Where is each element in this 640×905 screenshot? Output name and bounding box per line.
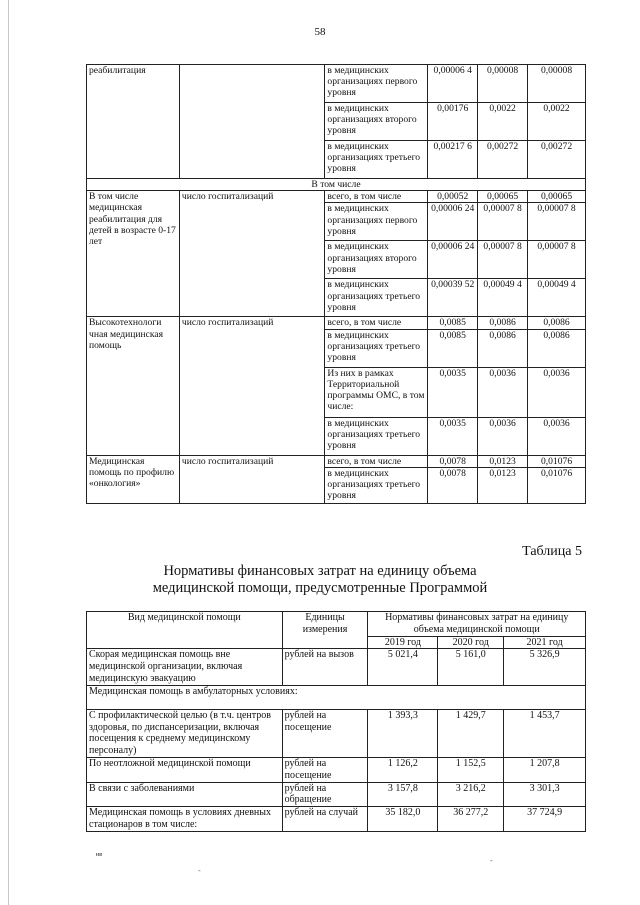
table-cell: число госпитализаций <box>179 317 325 455</box>
table-cell: 35 182,0 <box>368 807 438 832</box>
table-cell: 0,01076 <box>528 467 586 503</box>
table-cell: 0,00049 4 <box>528 279 586 317</box>
table-hospital-volumes <box>86 64 586 504</box>
table-cell: рублей на случай <box>282 807 368 832</box>
table-cell: В том числе медицинская реабилитация для детей в возрасте 0-17 лет <box>87 191 180 317</box>
table-cell: 5 326,9 <box>504 649 586 685</box>
table-cell: 0,00007 8 <box>478 241 528 279</box>
table-cell: Высокотехнологи чная медицинская помощь <box>87 317 180 455</box>
table-cell: в медицинских организациях первого уровня <box>325 65 428 103</box>
table-cell: 5 161,0 <box>438 649 504 685</box>
table-cell: 0,00217 6 <box>428 141 478 179</box>
table-cell: 0,00065 <box>478 191 528 203</box>
table-cell: в медицинских организациях третьего уровня <box>325 279 428 317</box>
table-cell: С профилактической целью (в т.ч. центров здоровья, по диспансеризации, включая посещения к среднему медицинскому персоналу) <box>87 709 283 757</box>
table-cell: Из них в рамках Территориальной программы ОМС, в том числе: <box>325 367 428 417</box>
table-row <box>87 782 586 807</box>
table-title-line: медицинской помощи, предусмотренные Программой <box>152 580 488 596</box>
table-cell: 1 126,2 <box>368 757 438 782</box>
table-cell: в медицинских организациях первого уровня <box>325 203 428 241</box>
table-cell: 0,00065 <box>528 191 586 203</box>
table-cell: 0,0036 <box>478 367 528 417</box>
table-cell: 0,00006 4 <box>428 65 478 103</box>
table-cell: 0,0022 <box>478 103 528 141</box>
table-number-label: Таблица 5 <box>522 544 582 559</box>
table-title <box>0 563 640 597</box>
column-header-group: Нормативы финансовых затрат на единицу объема медицинской помощи <box>368 612 586 637</box>
scan-artifact: - <box>198 866 201 875</box>
table-cell: 37 724,9 <box>504 807 586 832</box>
table-cell: 0,0085 <box>428 317 478 329</box>
table-header-row <box>87 612 586 637</box>
table-cell: 0,00052 <box>428 191 478 203</box>
table-cell: 0,0022 <box>528 103 586 141</box>
table-cell: 1 453,7 <box>504 709 586 757</box>
table-cell: Медицинская помощь по профилю «онкология» <box>87 455 180 503</box>
table-cell: 1 152,5 <box>438 757 504 782</box>
table-cell: рублей на посещение <box>282 757 368 782</box>
table-cell: 5 021,4 <box>368 649 438 685</box>
table-subheader: В том числе <box>87 179 586 191</box>
page-number: 58 <box>314 26 326 38</box>
table-cell: 0,00006 24 <box>428 241 478 279</box>
column-header: 2020 год <box>438 636 504 649</box>
table-cell: 0,0078 <box>428 467 478 503</box>
table-cell: 0,00008 <box>478 65 528 103</box>
footer-mark: нв <box>96 852 103 858</box>
table-row <box>87 191 586 203</box>
table-cell: в медицинских организациях второго уровня <box>325 103 428 141</box>
table-cell: Медицинская помощь в условиях дневных стационаров в том числе: <box>87 807 283 832</box>
table-cell: число госпитализаций <box>179 191 325 317</box>
table-row <box>87 757 586 782</box>
table-cell: рублей на обращение <box>282 782 368 807</box>
table-cell: 0,0035 <box>428 367 478 417</box>
table-row <box>87 65 586 103</box>
table-cell: 0,0086 <box>528 329 586 367</box>
table-cell: 0,00272 <box>528 141 586 179</box>
table-cell: 0,01076 <box>528 455 586 467</box>
table-cell: 0,0123 <box>478 467 528 503</box>
table-cell: 3 157,8 <box>368 782 438 807</box>
table-cell: всего, в том числе <box>325 191 428 203</box>
table-cell: в медицинских организациях третьего уровня <box>325 417 428 455</box>
table-cell: 0,00007 8 <box>478 203 528 241</box>
table-cell: 0,00176 <box>428 103 478 141</box>
table-cell: 0,0086 <box>528 317 586 329</box>
table-cell: Скорая медицинская помощь вне медицинской организации, включая медицинскую эвакуацию <box>87 649 283 685</box>
table-cell: в медицинских организациях второго уровня <box>325 241 428 279</box>
table-cell: в медицинских организациях третьего уровня <box>325 329 428 367</box>
table-cell: По неотложной медицинской помощи <box>87 757 283 782</box>
table-row <box>87 685 586 709</box>
table-cell: реабилитация <box>87 65 180 179</box>
table-cell <box>179 65 325 179</box>
table-cell: 0,00039 52 <box>428 279 478 317</box>
table-financial-norms <box>86 611 586 832</box>
table-cell: 0,00007 8 <box>528 203 586 241</box>
table-cell: 0,0078 <box>428 455 478 467</box>
table-row <box>87 649 586 685</box>
table-cell: 3 216,2 <box>438 782 504 807</box>
scan-artifact: - <box>490 856 493 865</box>
table-cell: 3 301,3 <box>504 782 586 807</box>
table-cell: 0,0085 <box>428 329 478 367</box>
table-row <box>87 317 586 329</box>
table-title-line: Нормативы финансовых затрат на единицу объема <box>163 563 477 579</box>
table-cell: в медицинских организациях третьего уровня <box>325 467 428 503</box>
table-cell: 36 277,2 <box>438 807 504 832</box>
column-header: Вид медицинской помощи <box>87 612 283 649</box>
table-cell: 0,00008 <box>528 65 586 103</box>
table-row <box>87 807 586 832</box>
table-cell: 0,00272 <box>478 141 528 179</box>
table-cell: рублей на вызов <box>282 649 368 685</box>
table-cell: всего, в том числе <box>325 317 428 329</box>
table-row <box>87 455 586 467</box>
table-cell: В связи с заболеваниями <box>87 782 283 807</box>
table-cell: 1 207,8 <box>504 757 586 782</box>
table-cell: 0,0086 <box>478 317 528 329</box>
table-cell: 0,0123 <box>478 455 528 467</box>
column-header: 2019 год <box>368 636 438 649</box>
table-cell: 0,0036 <box>528 367 586 417</box>
table-cell: 0,0035 <box>428 417 478 455</box>
scan-margin-line <box>8 0 9 905</box>
column-header: Единицы измерения <box>282 612 368 649</box>
table-cell: Медицинская помощь в амбулаторных условиях: <box>87 685 586 709</box>
table-cell: 1 393,3 <box>368 709 438 757</box>
table-cell: 0,00007 8 <box>528 241 586 279</box>
table-row <box>87 179 586 191</box>
table-cell: 0,0036 <box>478 417 528 455</box>
table-cell: 0,00006 24 <box>428 203 478 241</box>
table-cell: 0,0036 <box>528 417 586 455</box>
table-cell: в медицинских организациях третьего уровня <box>325 141 428 179</box>
table-cell: 1 429,7 <box>438 709 504 757</box>
table-cell: рублей на посещение <box>282 709 368 757</box>
table-cell: 0,00049 4 <box>478 279 528 317</box>
table-cell: всего, в том числе <box>325 455 428 467</box>
table-row <box>87 709 586 757</box>
column-header: 2021 год <box>504 636 586 649</box>
table-cell: 0,0086 <box>478 329 528 367</box>
table-cell: число госпитализаций <box>179 455 325 503</box>
